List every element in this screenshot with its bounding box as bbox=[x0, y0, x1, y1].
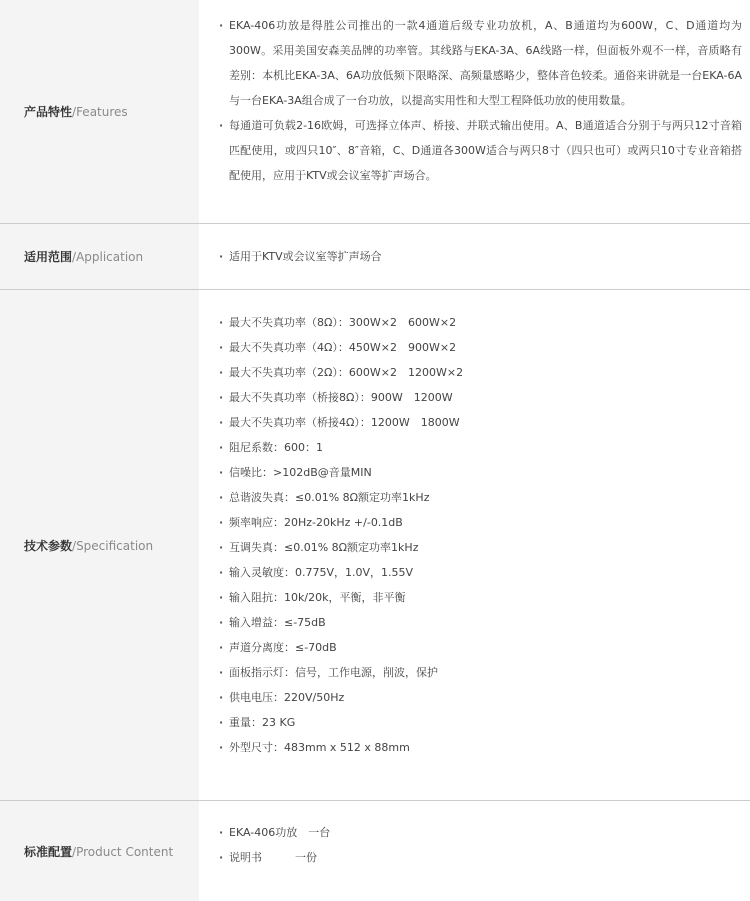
features-content bbox=[199, 0, 750, 224]
specification-label-cn: 技术参数 bbox=[24, 539, 72, 553]
product-content-item: · 说明书 一份 bbox=[219, 845, 742, 870]
spec-item: · 最大不失真功率（2Ω）：600W×2 1200W×2 bbox=[219, 360, 742, 385]
application-label-separator: / bbox=[72, 250, 76, 264]
product-content-label-separator: / bbox=[72, 845, 76, 859]
product-content-list bbox=[219, 820, 742, 870]
specification-label-en: Specification bbox=[76, 539, 153, 553]
application-label-en: Application bbox=[76, 250, 143, 264]
spec-item: · 频率响应：20Hz-20kHz +/-0.1dB bbox=[219, 510, 742, 535]
spec-item: · 声道分离度：≤-70dB bbox=[219, 635, 742, 660]
spec-item: · 重量：23 KG bbox=[219, 710, 742, 735]
spec-item: · 信噪比：>102dB@音量MIN bbox=[219, 460, 742, 485]
spec-item: · 外型尺寸：483mm x 512 x 88mm bbox=[219, 735, 742, 760]
spec-item: · 最大不失真功率（8Ω）：300W×2 600W×2 bbox=[219, 310, 742, 335]
spec-item: · 最大不失真功率（桥接4Ω）：1200W 1800W bbox=[219, 410, 742, 435]
product-content-label bbox=[0, 801, 199, 901]
product-content-label-en: Product Content bbox=[76, 845, 173, 859]
application-label bbox=[0, 224, 199, 290]
spec-item: · 输入灵敏度：0.775V，1.0V，1.55V bbox=[219, 560, 742, 585]
product-content-label-cn: 标准配置 bbox=[24, 845, 72, 859]
spec-item: · 输入阻抗：10k/20k，平衡，非平衡 bbox=[219, 585, 742, 610]
application-list bbox=[219, 244, 742, 269]
spec-item: · 输入增益：≤-75dB bbox=[219, 610, 742, 635]
features-label bbox=[0, 0, 199, 224]
spec-item: · 总谐波失真：≤0.01% 8Ω额定功率1kHz bbox=[219, 485, 742, 510]
features-label-en: Features bbox=[76, 105, 128, 119]
product-content-item: · EKA-406功放 一台 bbox=[219, 820, 742, 845]
product-content-content bbox=[199, 801, 750, 901]
features-paragraph: · EKA-406功放是得胜公司推出的一款4通道后级专业功放机，A、B通道均为600W，C、D通道均为300W。采用美国安森美品牌的功率管。其线路与EKA-3A、6A线路一样，但面板外观不一样，音质略有差别：本机比EKA-3A、6A功放低频下限略深、高频量感略少，整体音色较柔。通俗来讲就是一台EKA-6A与一台EKA-3A组合成了一台功放，以提高实用性和大型工程降低功放的使用数量。 bbox=[219, 13, 742, 113]
spec-item: · 供电电压：220V/50Hz bbox=[219, 685, 742, 710]
spec-item: · 阻尼系数：600：1 bbox=[219, 435, 742, 460]
specification-label bbox=[0, 290, 199, 801]
spec-item: · 最大不失真功率（桥接8Ω）：900W 1200W bbox=[219, 385, 742, 410]
features-label-separator: / bbox=[72, 105, 76, 119]
application-item: · 适用于KTV或会议室等扩声场合 bbox=[219, 244, 742, 269]
features-paragraph: · 每通道可负载2-16欧姆，可选择立体声、桥接、并联式输出使用。A、B通道适合分别于与两只12寸音箱匹配使用，或四只10″、8″音箱，C、D通道各300W适合与两只8寸（四只也可）或两只10寸专业音箱搭配使用，应用于KTV或会议室等扩声场合。 bbox=[219, 113, 742, 188]
features-row bbox=[0, 0, 750, 224]
specification-label-separator: / bbox=[72, 539, 76, 553]
application-row bbox=[0, 224, 750, 290]
application-label-cn: 适用范围 bbox=[24, 250, 72, 264]
specification-list bbox=[219, 310, 742, 760]
spec-item: · 面板指示灯：信号，工作电源，削波，保护 bbox=[219, 660, 742, 685]
spec-item: · 互调失真：≤0.01% 8Ω额定功率1kHz bbox=[219, 535, 742, 560]
specification-content bbox=[199, 290, 750, 801]
product-content-row bbox=[0, 801, 750, 901]
specification-row bbox=[0, 290, 750, 801]
features-label-cn: 产品特性 bbox=[24, 105, 72, 119]
spec-item: · 最大不失真功率（4Ω）：450W×2 900W×2 bbox=[219, 335, 742, 360]
application-content bbox=[199, 224, 750, 290]
